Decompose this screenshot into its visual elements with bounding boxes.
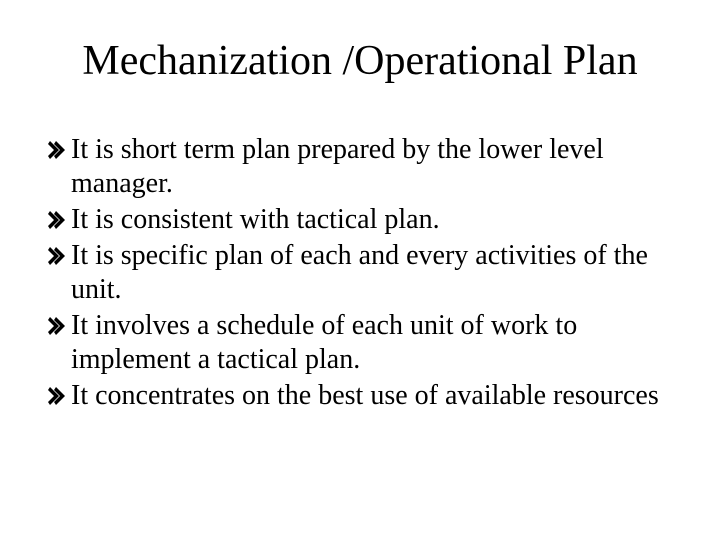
bullet-text: It concentrates on the best use of available resources xyxy=(71,380,659,411)
bullet-item xyxy=(46,133,696,201)
arrow-bullet-icon xyxy=(46,133,68,167)
arrow-bullet-icon xyxy=(46,309,68,343)
bullet-text: It involves a schedule of each unit of work to implement a tactical plan. xyxy=(71,310,578,375)
arrow-bullet-icon xyxy=(46,379,68,413)
arrow-bullet-icon xyxy=(46,239,68,273)
arrow-bullet-icon xyxy=(46,203,68,237)
bullet-item xyxy=(46,309,696,377)
bullet-text: It is specific plan of each and every activities of the unit. xyxy=(71,240,648,305)
bullet-item xyxy=(46,379,696,413)
bullet-item xyxy=(46,203,696,237)
bullet-list xyxy=(46,133,696,413)
bullet-text: It is short term plan prepared by the lower level manager. xyxy=(71,134,604,199)
bullet-item xyxy=(46,239,696,307)
bullet-text: It is consistent with tactical plan. xyxy=(71,204,440,235)
slide-title: Mechanization /Operational Plan xyxy=(82,38,638,84)
